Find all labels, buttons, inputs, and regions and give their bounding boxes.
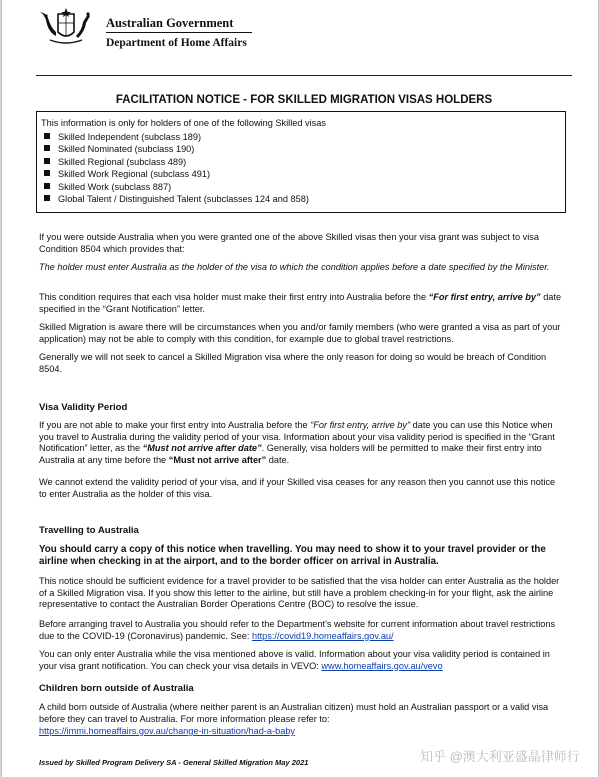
validity-paragraph-2: We cannot extend the validity period of your visa, and if your Skilled visa ceases for any reason then you cannot use this notice to enter Australia as the holder of this visa.	[39, 477, 556, 499]
had-a-baby-link[interactable]: https://immi.homeaffairs.gov.au/change-in-situation/had-a-baby	[39, 726, 296, 736]
condition-quote: The holder must enter Australia as the holder of the visa to which the condition applies before a date specified by the Minister.	[39, 262, 550, 272]
list-item: Skilled Work Regional (subclass 491)	[41, 168, 309, 180]
children-paragraph: A child born outside of Australia (where neither parent is an Australian citizen) must hold an Australian passport or a valid visa before they can travel to Australia. For more information please refer to:	[39, 702, 549, 724]
visa-list-intro: This information is only for holders of one of the following Skilled visas	[41, 118, 326, 128]
validity-paragraph-1: If you are not able to make your first entry into Australia before the “For first entry, arrive by” date you can use this Notice when you travel to Australia during the validity period of your visa. Information about your visa validity period is specified in the “Grant Notification” letter, as the “Must not arrive after date”. Generally, visa holders will be permitted to make their first entry into Australia at any time before the “Must not arrive after” date.	[39, 420, 555, 465]
bullet-icon	[44, 158, 50, 164]
visa-list-box	[36, 111, 566, 213]
travel-paragraph-3: Before arranging travel to Australia you should refer to the Department’s website for current information about travel restrictions due to the COVID-19 (Coronavirus) pandemic. See: https://covid19.homeaffairs.gov.au/	[39, 619, 556, 641]
intro-paragraph-4: Skilled Migration is aware there will be circumstances when you and/or family members (who were granted a visa as part of your application) may not be able to comply with this condition, for example due to global travel restrictions.	[39, 322, 561, 344]
travel-paragraph-4: You can only enter Australia while the visa mentioned above is valid. Information about your visa validity period is contained in your visa grant notification. You can check your visa details in VEVO: www.homeaffairs.gov.au/vevo	[39, 649, 550, 671]
intro-paragraph-5: Generally we will not seek to cancel a Skilled Migration visa where the only reason for doing so would be breach of Condition 8504.	[39, 352, 547, 374]
list-item: Global Talent / Distinguished Talent (subclasses 124 and 858)	[41, 193, 309, 205]
covid-link[interactable]: https://covid19.homeaffairs.gov.au/	[251, 630, 394, 641]
children-heading: Children born outside of Australia	[39, 683, 194, 694]
visa-list	[41, 131, 309, 205]
travel-warning: You should carry a copy of this notice when travelling. You may need to show it to your travel provider or the airline when checking in at the airport, and to the border officer on arrival in Australia.	[39, 544, 546, 568]
bullet-icon	[44, 145, 50, 151]
travel-heading: Travelling to Australia	[39, 525, 139, 536]
validity-heading: Visa Validity Period	[39, 402, 128, 413]
list-item: Skilled Nominated (subclass 190)	[41, 143, 309, 155]
page-title: FACILITATION NOTICE - FOR SKILLED MIGRATION VISAS HOLDERS	[115, 94, 493, 106]
intro-paragraph-1: If you were outside Australia when you were granted one of the above Skilled visas then your visa grant was subject to visa Condition 8504 which provides that:	[39, 232, 539, 254]
bullet-icon	[44, 133, 50, 139]
list-item: Skilled Regional (subclass 489)	[41, 156, 309, 168]
footer-issued-by: Issued by Skilled Program Delivery SA - General Skilled Migration May 2021	[39, 758, 309, 767]
list-item: Skilled Independent (subclass 189)	[41, 131, 309, 143]
page-rule	[36, 75, 572, 76]
travel-paragraph-2: This notice should be sufficient evidence for a travel provider to be satisfied that the visa holder can enter Australia as the holder of a Skilled Migration visa. If you show this letter to the airline, but still have a problem checking-in for your flight, ask the airline representative to contact the Australian Border Operations Centre (BOC) to resolve the issue.	[39, 576, 560, 610]
document-page	[2, 0, 598, 777]
intro-paragraph-3: This condition requires that each visa holder must make their first entry into Australia before the “For first entry, arrive by” date specified in the “Grant Notification” letter.	[39, 292, 562, 314]
department-name: Department of Home Affairs	[106, 37, 247, 49]
list-item: Skilled Work (subclass 887)	[41, 181, 309, 193]
bullet-icon	[44, 183, 50, 189]
children-link-line	[39, 726, 564, 738]
header-divider	[106, 32, 252, 33]
bullet-icon	[44, 195, 50, 201]
government-name: Australian Government	[106, 16, 234, 30]
vevo-link[interactable]: www.homeaffairs.gov.au/vevo	[321, 660, 443, 671]
bullet-icon	[44, 170, 50, 176]
coat-of-arms-icon	[36, 8, 96, 48]
watermark: 知乎 @澳大利亚盛晶律师行	[420, 749, 580, 764]
